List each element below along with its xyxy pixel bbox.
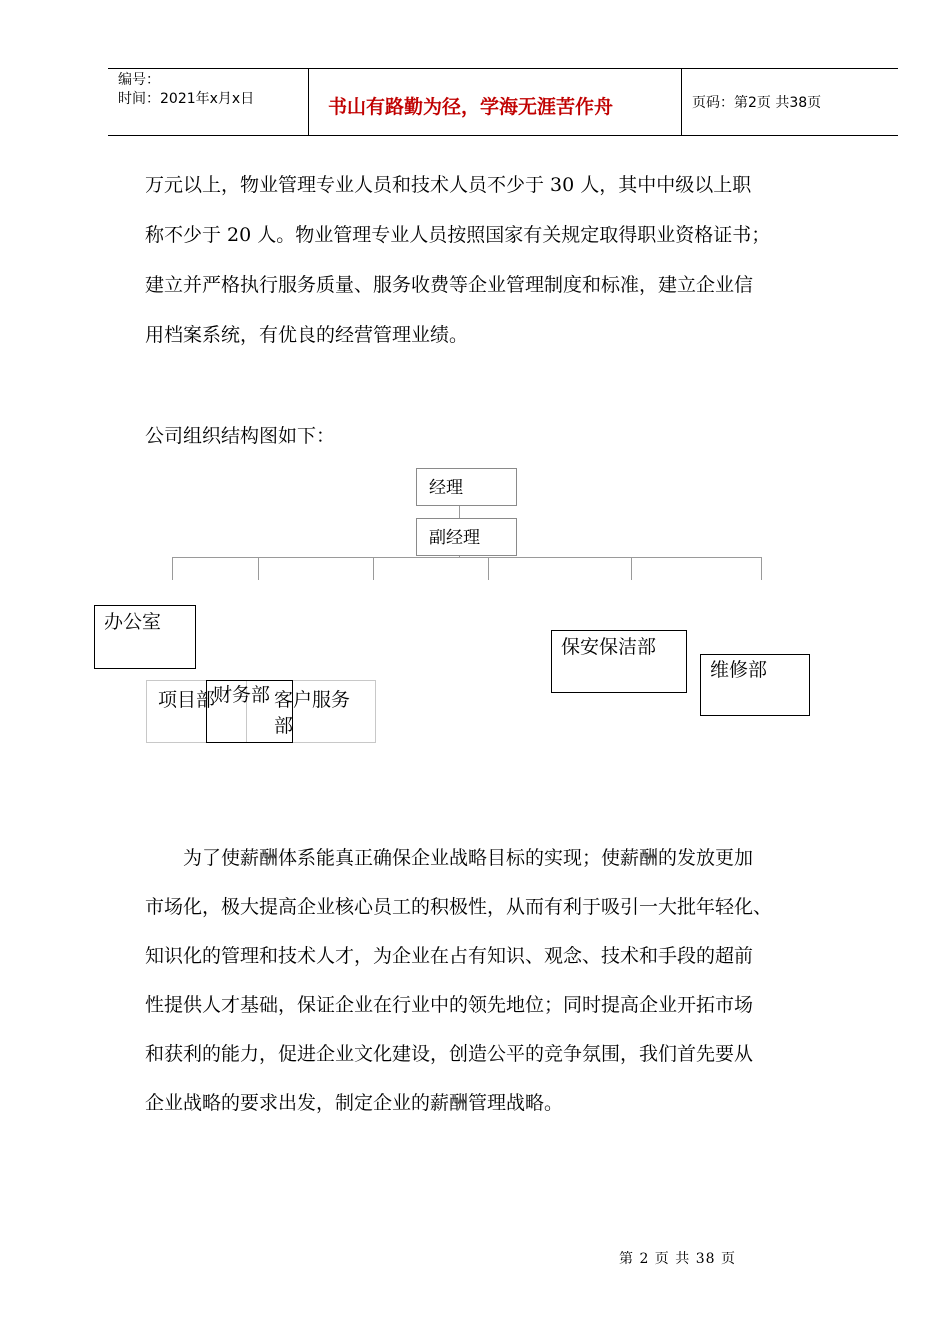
paragraph-2-line: 和获利的能力，促进企业文化建设，创造公平的竞争氛围，我们首先要从 [145, 1043, 754, 1065]
paragraph-2-line: 知识化的管理和技术人才，为企业在占有知识、观念、技术和手段的超前 [145, 945, 754, 967]
org-label-customer-service-line1: 客户服务 [274, 689, 351, 711]
header-page-label: 页码：第2页 共38页 [692, 95, 822, 111]
paragraph-2-line: 市场化，极大提高企业核心员工的积极性，从而有利于吸引一大批年轻化、 [145, 896, 773, 918]
org-chart-intro: 公司组织结构图如下： [145, 425, 336, 447]
paragraph-1-line: 用档案系统，有优良的经营管理业绩。 [145, 324, 469, 346]
org-drop-line [258, 557, 259, 580]
org-drop-line [172, 557, 173, 580]
paragraph-2-line: 性提供人才基础，保证企业在行业中的领先地位；同时提高企业开拓市场 [145, 994, 754, 1016]
org-drop-line [488, 557, 489, 580]
paragraph-1-line: 万元以上，物业管理专业人员和技术人员不少于 30 人，其中中级以上职 [145, 174, 752, 196]
org-label-security-cleaning-dept: 保安保洁部 [561, 636, 657, 658]
org-label-office: 办公室 [104, 611, 162, 633]
doc-time-label: 时间：2021年x月x日 [118, 91, 255, 107]
org-label-project-dept: 项目部 [158, 689, 216, 711]
org-label-manager: 经理 [429, 478, 463, 498]
page-footer: 第 2 页 共 38 页 [619, 1251, 736, 1267]
paragraph-2-line: 企业战略的要求出发，制定企业的薪酬管理战略。 [145, 1092, 564, 1114]
paragraph-1-line: 建立并严格执行服务质量、服务收费等企业管理制度和标准，建立企业信 [145, 274, 754, 296]
org-label-deputy-manager: 副经理 [429, 528, 480, 548]
org-label-finance-dept: 财务部 [213, 684, 271, 706]
org-drop-line [761, 557, 762, 580]
header-motto: 书山有路勤为径，学海无涯苦作舟 [328, 96, 614, 118]
org-label-customer-service-line2: 部 [274, 715, 294, 737]
org-drop-line [631, 557, 632, 580]
paragraph-2-line: 为了使薪酬体系能真正确保企业战略目标的实现；使薪酬的发放更加 [183, 847, 754, 869]
paragraph-1-line: 称不少于 20 人。物业管理专业人员按照国家有关规定取得职业资格证书； [145, 224, 771, 246]
org-horizontal-line [172, 557, 762, 558]
doc-number-label: 编号： [118, 72, 160, 88]
org-label-maintenance-dept: 维修部 [710, 659, 768, 681]
org-connector [459, 506, 460, 518]
org-drop-line [373, 557, 374, 580]
